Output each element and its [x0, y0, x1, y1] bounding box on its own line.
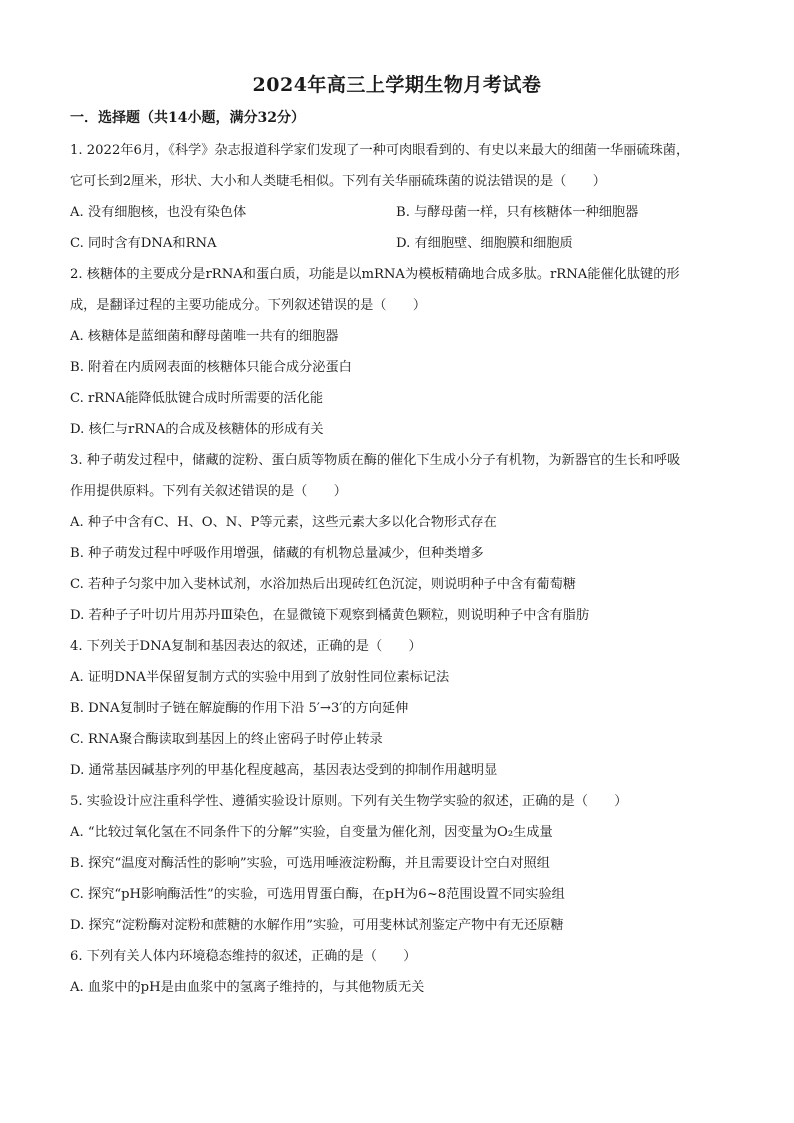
question-1-stem-line-2: 它可长到2厘米，形状、大小和人类睫毛相似。下列有关华丽硫珠菌的说法错误的是（ ）	[70, 174, 606, 189]
question-6-stem: 6. 下列有关人体内环境稳态维持的叙述，正确的是（ ）	[70, 949, 417, 964]
question-2-option-a: A. 核糖体是蓝细菌和酵母菌唯一共有的细胞器	[70, 329, 339, 344]
question-5-option-c: C. 探究“pH影响酶活性”的实验，可选用胃蛋白酶，在pH为6~8范围设置不同实验组	[70, 887, 565, 902]
question-3-option-c: C. 若种子匀浆中加入斐林试剂，水浴加热后出现砖红色沉淀，则说明种子中含有葡萄糖	[70, 577, 576, 592]
question-4-option-a: A. 证明DNA半保留复制方式的实验中用到了放射性同位素标记法	[70, 670, 450, 685]
question-2-option-c: C. rRNA能降低肽键合成时所需要的活化能	[70, 391, 324, 406]
question-6-option-a: A. 血浆中的pH是由血浆中的氢离子维持的，与其他物质无关	[70, 980, 425, 995]
page-title: 2024年高三上学期生物月考试卷	[252, 74, 542, 96]
question-1-option-a: A. 没有细胞核，也没有染色体	[70, 205, 247, 220]
question-5-stem: 5. 实验设计应注重科学性、遵循实验设计原则。下列有关生物学实验的叙述，正确的是（ ）	[70, 794, 628, 809]
question-2-option-d: D. 核仁与rRNA的合成及核糖体的形成有关	[70, 422, 324, 437]
question-4-option-d: D. 通常基因碱基序列的甲基化程度越高，基因表达受到的抑制作用越明显	[70, 763, 498, 778]
question-4-stem: 4. 下列关于DNA复制和基因表达的叙述，正确的是（ ）	[70, 639, 422, 654]
question-4-option-c: C. RNA聚合酶读取到基因上的终止密码子时停止转录	[70, 732, 383, 747]
question-3-option-a: A. 种子中含有C、H、O、N、P等元素，这些元素大多以化合物形式存在	[70, 515, 497, 530]
question-1-option-d: D. 有细胞壁、细胞膜和细胞质	[396, 236, 573, 251]
section-heading: 一．选择题（共14小题，满分32分）	[70, 110, 305, 126]
question-5-option-d: D. 探究“淀粉酶对淀粉和蔗糖的水解作用”实验，可用斐林试剂鉴定产物中有无还原糖	[70, 918, 564, 933]
question-1-option-b: B. 与酵母菌一样，只有核糖体一种细胞器	[396, 205, 639, 220]
question-3-stem-line-2: 作用提供原料。下列有关叙述错误的是（ ）	[70, 484, 347, 499]
question-3-stem-line-1: 3. 种子萌发过程中，储藏的淀粉、蛋白质等物质在酶的催化下生成小分子有机物，为新器官的生长和呼吸	[70, 453, 681, 468]
question-2-option-b: B. 附着在内质网表面的核糖体只能合成分泌蛋白	[70, 360, 352, 375]
question-1-stem-line-1: 1. 2022年6月，《科学》杂志报道科学家们发现了一种可肉眼看到的、有史以来最大的细菌一华丽硫珠菌，	[70, 143, 690, 158]
question-5-option-a: A. “比较过氧化氢在不同条件下的分解”实验，自变量为催化剂，因变量为O₂生成量	[70, 825, 553, 840]
question-3-option-d: D. 若种子子叶切片用苏丹Ⅲ染色，在显微镜下观察到橘黄色颗粒，则说明种子中含有脂肪	[70, 608, 590, 623]
question-2-stem-line-1: 2. 核糖体的主要成分是rRNA和蛋白质，功能是以mRNA为模板精确地合成多肽。rRNA能催化肽键的形	[70, 267, 680, 282]
question-3-option-b: B. 种子萌发过程中呼吸作用增强，储藏的有机物总量减少，但种类增多	[70, 546, 484, 561]
question-5-option-b: B. 探究“温度对酶活性的影响”实验，可选用唾液淀粉酶，并且需要设计空白对照组	[70, 856, 550, 871]
question-2-stem-line-2: 成，是翻译过程的主要功能成分。下列叙述错误的是（ ）	[70, 298, 427, 313]
question-1-option-c: C. 同时含有DNA和RNA	[70, 236, 217, 251]
question-4-option-b: B. DNA复制时子链在解旋酶的作用下沿 5′→3′的方向延伸	[70, 701, 409, 716]
